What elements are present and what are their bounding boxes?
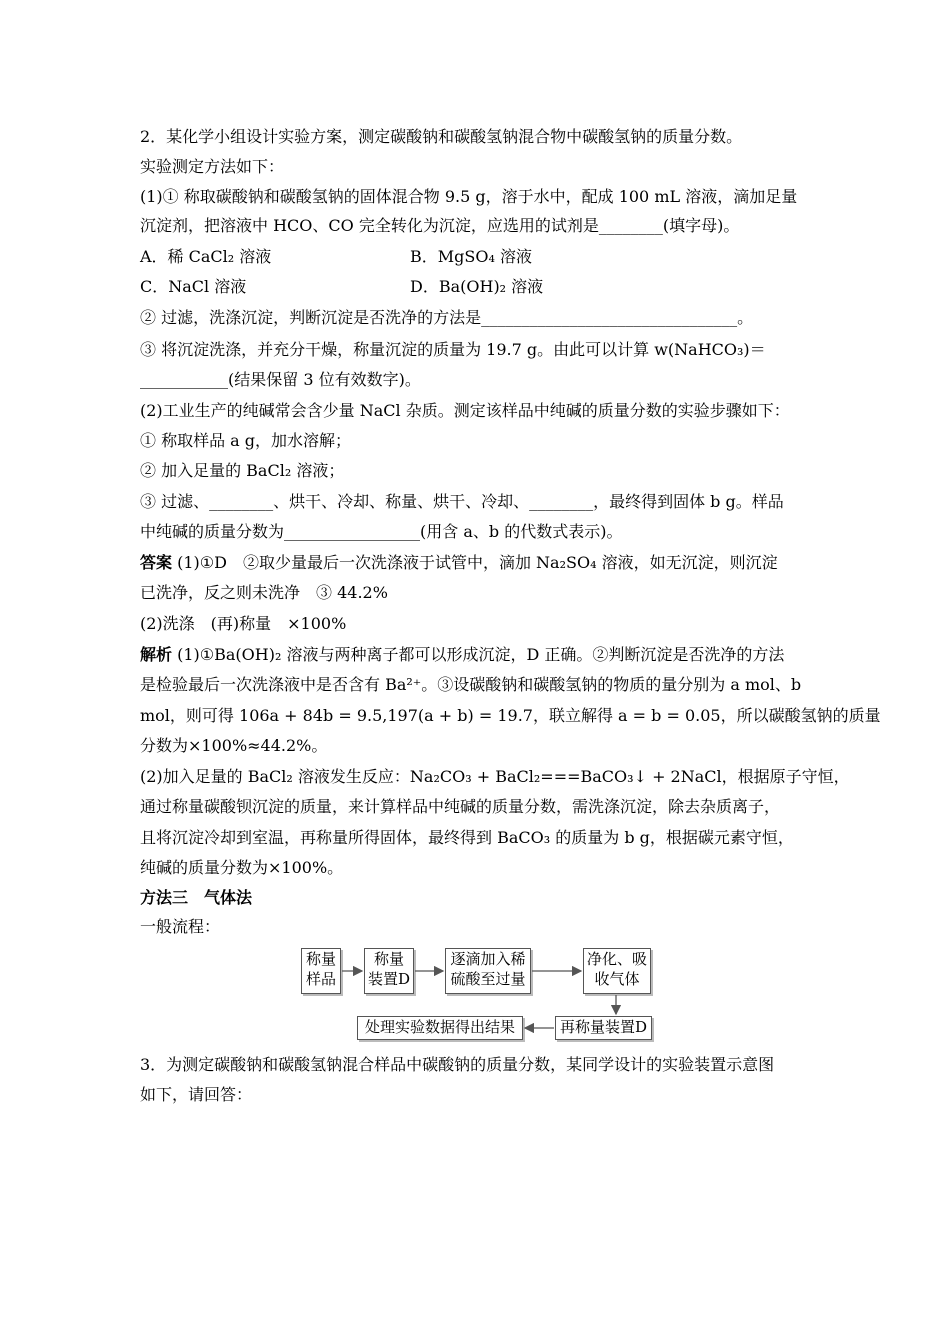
answer-line-1 xyxy=(140,553,812,573)
method3-intro: 一般流程： xyxy=(140,917,221,936)
q2-line-10: (2)工业生产的纯碱常会含少量 NaCl 杂质。测定该样品中纯碱的质量分数的实验步骤如下： xyxy=(140,401,790,420)
analysis-label: 解析 xyxy=(140,645,173,664)
flow-box-process-results: 处理实验数据得出结果 xyxy=(357,1016,523,1040)
answer-text-1: (1)①D ②取少量最后一次洗涤液于试管中，滴加 Na₂SO₄ 溶液，如无沉淀，则沉淀 xyxy=(177,553,778,572)
flow-box-4-line-1: 净化、吸 xyxy=(586,950,647,968)
analysis-line-3: mol，则可得 106a + 84b = 9.5,197(a + b) = 19.7，联立解得 a = b = 0.05，所以碳酸氢钠的质量 xyxy=(140,706,881,725)
q2-line-8: ③ 将沉淀洗涤，并充分干燥，称量沉淀的质量为 19.7 g。由此可以计算 w(NaHCO₃)＝ xyxy=(140,340,766,359)
option-a: A．稀 CaCl₂ 溶液 xyxy=(140,247,272,266)
answer-label: 答案 xyxy=(140,553,173,572)
analysis-text-1: (1)①Ba(OH)₂ 溶液与两种离子都可以形成沉淀，D 正确。②判断沉淀是否洗净的方法 xyxy=(177,645,785,664)
method3-title: 方法三 气体法 xyxy=(140,888,253,907)
analysis-line-4: 分数为×100%≈44.2%。 xyxy=(140,736,328,755)
flow-box-reweigh-device-d: 再称量装置D xyxy=(555,1016,652,1040)
q2-line-11: ① 称取样品 a g，加水溶解； xyxy=(140,431,352,450)
options-row-1 xyxy=(140,247,812,267)
flow-box-1-line-2: 样品 xyxy=(305,970,336,988)
q3-line-2: 如下，请回答： xyxy=(140,1085,253,1104)
q2-line-9: ___________(结果保留 3 位有效数字)。 xyxy=(140,370,421,389)
q2-line-13: ③ 过滤、________、烘干、冷却、称量、烘干、冷却、________，最终得到固体 b g。样品 xyxy=(140,492,784,511)
q2-line-4: 沉淀剂，把溶液中 HCO、CO 完全转化为沉淀，应选用的试剂是________(填字母)。 xyxy=(140,216,740,235)
flow-box-1-line-1: 称量 xyxy=(305,950,336,968)
option-c: C．NaCl 溶液 xyxy=(140,277,247,296)
analysis-line-2: 是检验最后一次洗涤液中是否含有 Ba²⁺。③设碳酸钠和碳酸氢钠的物质的量分别为 a mol、b xyxy=(140,675,802,694)
option-b: B．MgSO₄ 溶液 xyxy=(410,247,532,266)
answer-line-3: (2)洗涤 (再)称量 ×100% xyxy=(140,614,347,633)
flow-arrows xyxy=(295,943,660,1043)
q2-line-1: 2．某化学小组设计实验方案，测定碳酸钠和碳酸氢钠混合物中碳酸氢钠的质量分数。 xyxy=(140,127,743,146)
analysis-line-8: 纯碱的质量分数为×100%。 xyxy=(140,858,344,877)
q3-line-1: 3．为测定碳酸钠和碳酸氢钠混合样品中碳酸钠的质量分数，某同学设计的实验装置示意图 xyxy=(140,1055,775,1074)
q2-line-12: ② 加入足量的 BaCl₂ 溶液； xyxy=(140,461,345,480)
option-d: D．Ba(OH)₂ 溶液 xyxy=(410,277,544,296)
flow-box-3-line-2: 硫酸至过量 xyxy=(450,970,526,988)
analysis-line-6: 通过称量碳酸钡沉淀的质量，来计算样品中纯碱的质量分数，需洗涤沉淀，除去杂质离子， xyxy=(140,797,781,816)
process-flowchart xyxy=(295,943,660,1043)
flow-box-2-line-1: 称量 xyxy=(373,950,404,968)
analysis-line-7: 且将沉淀冷却到室温，再称量所得固体，最终得到 BaCO₃ 的质量为 b g，根据碳元素守恒， xyxy=(140,828,794,847)
flow-box-2-line-2: 装置D xyxy=(367,970,411,988)
analysis-line-1 xyxy=(140,645,812,665)
analysis-line-5: (2)加入足量的 BaCl₂ 溶液发生反应：Na₂CO₃ + BaCl₂===BaCO₃↓ + 2NaCl，根据原子守恒， xyxy=(140,767,850,786)
q2-line-2: 实验测定方法如下： xyxy=(140,157,285,176)
answer-line-2: 已洗净，反之则未洗净 ③ 44.2% xyxy=(140,583,388,602)
q2-line-14: 中纯碱的质量分数为_________________(用含 a、b 的代数式表示)。 xyxy=(140,522,623,541)
options-row-2 xyxy=(140,277,812,297)
q2-line-3: (1)① 称取碳酸钠和碳酸氢钠的固体混合物 9.5 g，溶于水中，配成 100 mL 溶液，滴加足量 xyxy=(140,187,798,206)
flow-box-3-line-1: 逐滴加入稀 xyxy=(450,950,526,968)
flow-box-4-line-2: 收气体 xyxy=(594,970,640,988)
q2-line-7: ② 过滤，洗涤沉淀，判断沉淀是否洗净的方法是________________________________。 xyxy=(140,308,754,327)
